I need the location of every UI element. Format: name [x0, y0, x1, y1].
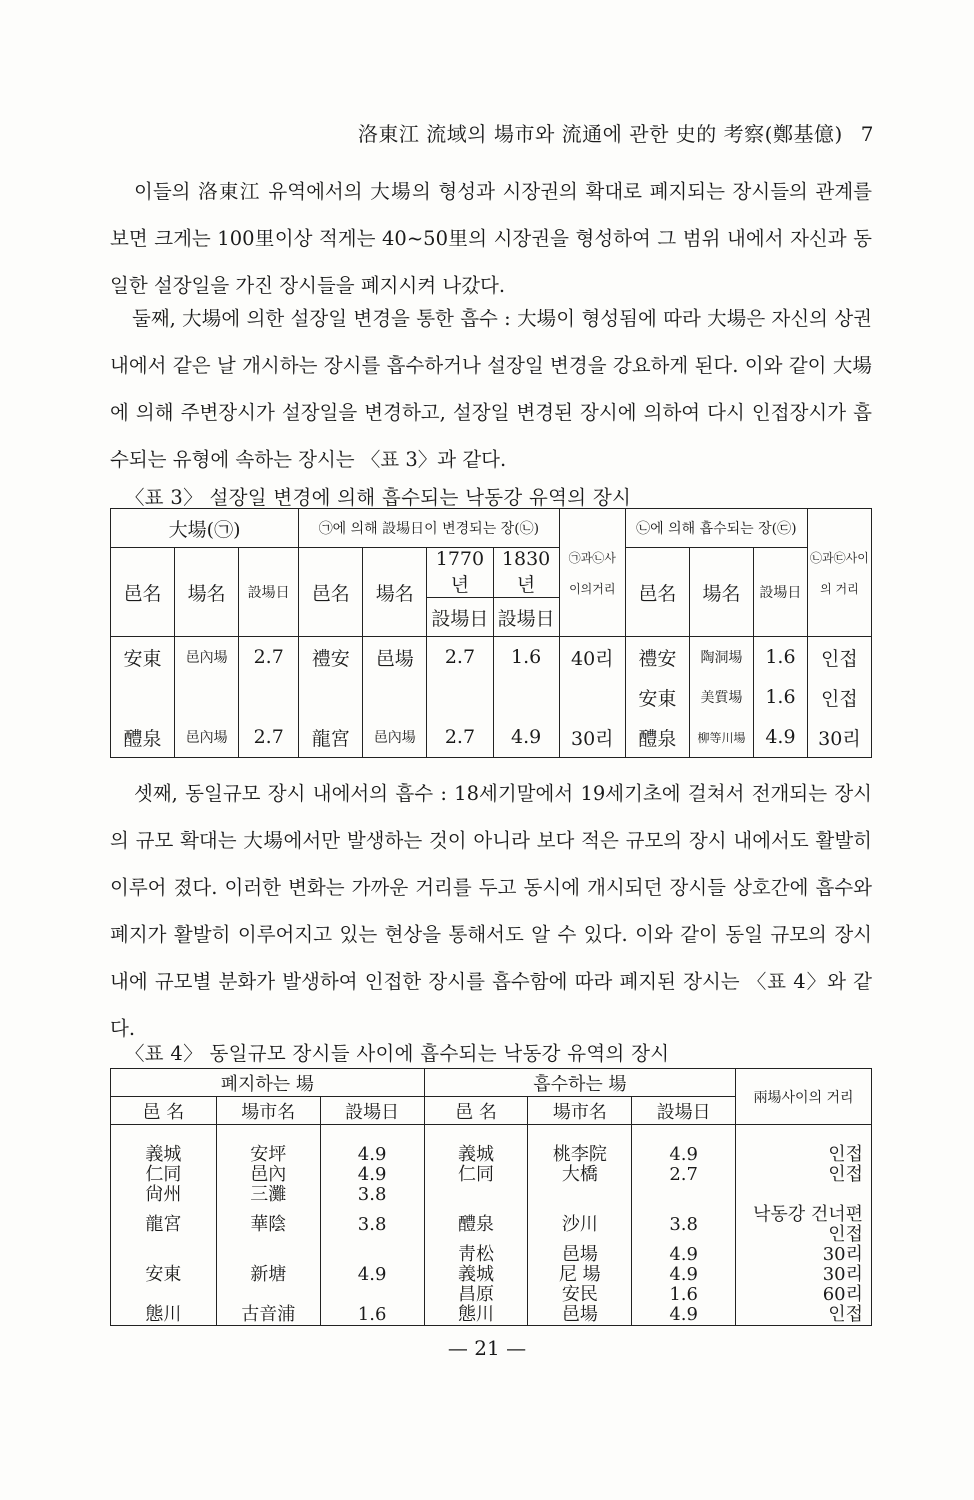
t4-cell: 仁同: [424, 1165, 528, 1185]
header-page-number: 7: [860, 122, 874, 146]
table-3: [110, 508, 872, 758]
t4-cell: 態川: [111, 1305, 217, 1326]
t4-cell: 인접: [736, 1145, 872, 1165]
t4-header-market-1: 場市名: [216, 1097, 320, 1125]
t4-header-day-1: 設場日: [320, 1097, 424, 1125]
t4-cell: 沙川: [528, 1205, 632, 1245]
table-row: [111, 1165, 872, 1185]
t4-cell: 4.9: [320, 1165, 424, 1185]
paragraph-2: 둘째, 大場에 의한 설장일 변경을 통한 흡수 : 大場이 형성됨에 따라 大場은 자신의 상권 내에서 같은 날 개시하는 장시를 흡수하거나 설장일 변경을 강요하게 된다. 이와 같이 大場에 의해 주변장시가 설장일을 변경하고, 설장일 변경된 장시에 의하여 다시 인접장시가 흡수되는 유형에 속하는 장시는 〈표 3〉과 같다.: [110, 307, 872, 471]
t3-header-day-3: 設場日: [754, 548, 808, 637]
t4-cell: 仁同: [111, 1165, 217, 1185]
t4-cell: 4.9: [320, 1145, 424, 1165]
t4-header-market-2: 場市名: [528, 1097, 632, 1125]
t3-header-jang-3: 場名: [689, 548, 753, 637]
t4-cell: 4.9: [632, 1305, 736, 1326]
t4-cell: 義城: [111, 1145, 217, 1165]
t4-cell: 古音浦: [216, 1305, 320, 1326]
table-row: [111, 1145, 872, 1165]
t4-cell: 30리: [736, 1245, 872, 1265]
t3-header-1830: 1830년: [493, 548, 559, 598]
table-row: [111, 1245, 872, 1265]
t3-cell: 醴泉: [625, 717, 689, 758]
t3-cell: 安東: [111, 637, 175, 678]
t4-header-closed: 폐지하는 場: [111, 1069, 425, 1097]
t3-cell: 2.7: [239, 637, 299, 678]
t4-cell: 1.6: [632, 1285, 736, 1305]
t4-cell: 態川: [424, 1305, 528, 1326]
t3-header-changed-market: ㉠에 의해 設場日이 변경되는 장(㉡): [299, 509, 560, 548]
t3-cell: 30리: [807, 717, 871, 758]
t4-cell: 安民: [528, 1285, 632, 1305]
t4-cell: 2.7: [632, 1165, 736, 1185]
t4-cell: 1.6: [320, 1305, 424, 1326]
t4-cell: 昌原: [424, 1285, 528, 1305]
t3-cell: 柳等川場: [689, 717, 753, 758]
page-number-footer: — 21 —: [447, 1336, 527, 1360]
t4-header-absorbed: 흡수하는 場: [424, 1069, 736, 1097]
t4-cell: 邑場: [528, 1245, 632, 1265]
table-row: [111, 717, 872, 758]
t4-cell: 三灘: [216, 1185, 320, 1205]
t3-cell: 인접: [807, 677, 871, 717]
t3-cell: 邑內場: [363, 717, 427, 758]
t3-cell: 2.7: [239, 717, 299, 758]
table-row: [111, 1185, 872, 1205]
t3-cell: 1.6: [754, 677, 808, 717]
t3-cell: 邑場: [363, 637, 427, 678]
t3-header-1770: 1770년: [427, 548, 493, 598]
t3-header-absorbed-market: ㉡에 의해 흡수되는 장(㉢): [625, 509, 807, 548]
t3-header-day-1830: 設場日: [493, 598, 559, 637]
paragraph-1: 이들의 洛東江 유역에서의 大場의 형성과 시장권의 확대로 폐지되는 장시들의 관계를 보면 크게는 100里이상 적게는 40~50里의 시장권을 형성하여 그 범위 내에서 자신과 동일한 설장일을 가진 장시들을 폐지시켜 나갔다.: [110, 180, 872, 297]
table-row: [111, 1285, 872, 1305]
paragraph-3: 셋째, 동일규모 장시 내에서의 흡수 : 18세기말에서 19세기초에 걸쳐서 전개되는 장시의 규모 확대는 大場에서만 발생하는 것이 아니라 보다 적은 규모의 장시 내에서도 활발히 이루어 졌다. 이러한 변화는 가까운 거리를 두고 동시에 개시되던 장시들 상호간에 흡수와 폐지가 활발히 이루어지고 있는 현상을 통해서도 알 수 있다. 이와 같이 동일 규모의 장시 내에 규모별 분화가 발생하여 인접한 장시를 흡수함에 따라 폐지된 장시는 〈표 4〉와 같다.: [110, 782, 872, 1040]
t3-header-day-1770: 設場日: [427, 598, 493, 637]
t4-cell: 60리: [736, 1285, 872, 1305]
t3-cell: 龍宮: [299, 717, 363, 758]
t4-cell: 義城: [424, 1145, 528, 1165]
t4-cell: 安坪: [216, 1145, 320, 1165]
t3-cell: 邑內場: [175, 717, 239, 758]
table-row: [111, 1205, 872, 1245]
t3-header-jang-2: 場名: [363, 548, 427, 637]
t3-cell: 40리: [559, 637, 625, 678]
t4-header-eup-2: 邑 名: [424, 1097, 528, 1125]
table3-caption: 〈표 3〉 설장일 변경에 의해 흡수되는 낙동강 유역의 장시: [125, 486, 632, 509]
t4-header-day-2: 設場日: [632, 1097, 736, 1125]
t4-cell: 인접: [736, 1165, 872, 1185]
t3-cell: 美質場: [689, 677, 753, 717]
t4-cell: 新塘: [216, 1265, 320, 1285]
t4-cell: 尙州: [111, 1185, 217, 1205]
t3-cell: 邑內場: [175, 637, 239, 678]
t3-header-eup-2: 邑名: [299, 548, 363, 637]
running-header: [358, 118, 874, 147]
t4-cell: 30리: [736, 1265, 872, 1285]
t4-cell: 醴泉: [424, 1205, 528, 1245]
t4-cell: 靑松: [424, 1245, 528, 1265]
t3-cell: 4.9: [754, 717, 808, 758]
t4-cell: 3.8: [320, 1205, 424, 1245]
t3-cell: 4.9: [493, 717, 559, 758]
t3-header-distance-1: ㉠과㉡사 이의거리: [559, 509, 625, 637]
t3-cell: 禮安: [299, 637, 363, 678]
t3-cell: 2.7: [427, 637, 493, 678]
t4-cell: 華陰: [216, 1205, 320, 1245]
t3-cell: 1.6: [493, 637, 559, 678]
header-title: 洛東江 流域의 場市와 流通에 관한 史的 考察(鄭基億): [357, 122, 843, 146]
t3-cell: 1.6: [754, 637, 808, 678]
t3-cell: 30리: [559, 717, 625, 758]
table-row: [111, 1305, 872, 1326]
t3-cell: 인접: [807, 637, 871, 678]
t3-cell: 2.7: [427, 717, 493, 758]
t3-cell: 禮安: [625, 637, 689, 678]
t4-cell: 邑內: [216, 1165, 320, 1185]
table4-caption: 〈표 4〉 동일규모 장시들 사이에 흡수되는 낙동강 유역의 장시: [125, 1042, 670, 1065]
t4-cell: 인접: [736, 1305, 872, 1326]
t4-cell: 安東: [111, 1265, 217, 1285]
t3-header-jang-1: 場名: [175, 548, 239, 637]
t4-cell: 4.9: [320, 1265, 424, 1285]
table-row: [111, 637, 872, 678]
t3-header-day-1: 設場日: [239, 548, 299, 637]
t4-cell: 4.9: [632, 1245, 736, 1265]
t4-header-eup-1: 邑 名: [111, 1097, 217, 1125]
t4-cell: 桃李院: [528, 1145, 632, 1165]
t3-cell: 陶洞場: [689, 637, 753, 678]
t4-cell: 龍宮: [111, 1205, 217, 1245]
t3-cell: 安東: [625, 677, 689, 717]
t4-cell: 義城: [424, 1265, 528, 1285]
t4-cell: 낙동강 건너편 인접: [736, 1205, 872, 1245]
table-row: [111, 677, 872, 717]
t4-cell: 邑場: [528, 1305, 632, 1326]
t4-cell: 4.9: [632, 1145, 736, 1165]
t4-cell: 3.8: [320, 1185, 424, 1205]
t4-header-distance: 兩場사이의 거리: [736, 1069, 872, 1125]
t4-cell: 4.9: [632, 1265, 736, 1285]
t3-header-big-market: 大場(㉠): [111, 509, 299, 548]
t4-cell: 3.8: [632, 1205, 736, 1245]
t4-cell: 尼 場: [528, 1265, 632, 1285]
t4-cell: 大橋: [528, 1165, 632, 1185]
table-row: [111, 1265, 872, 1285]
t3-header-eup-3: 邑名: [625, 548, 689, 637]
t3-header-distance-2: ㉡과㉢사이 의 거리: [807, 509, 871, 637]
t3-cell: 醴泉: [111, 717, 175, 758]
table-4: [110, 1068, 872, 1326]
t3-header-eup-1: 邑名: [111, 548, 175, 637]
